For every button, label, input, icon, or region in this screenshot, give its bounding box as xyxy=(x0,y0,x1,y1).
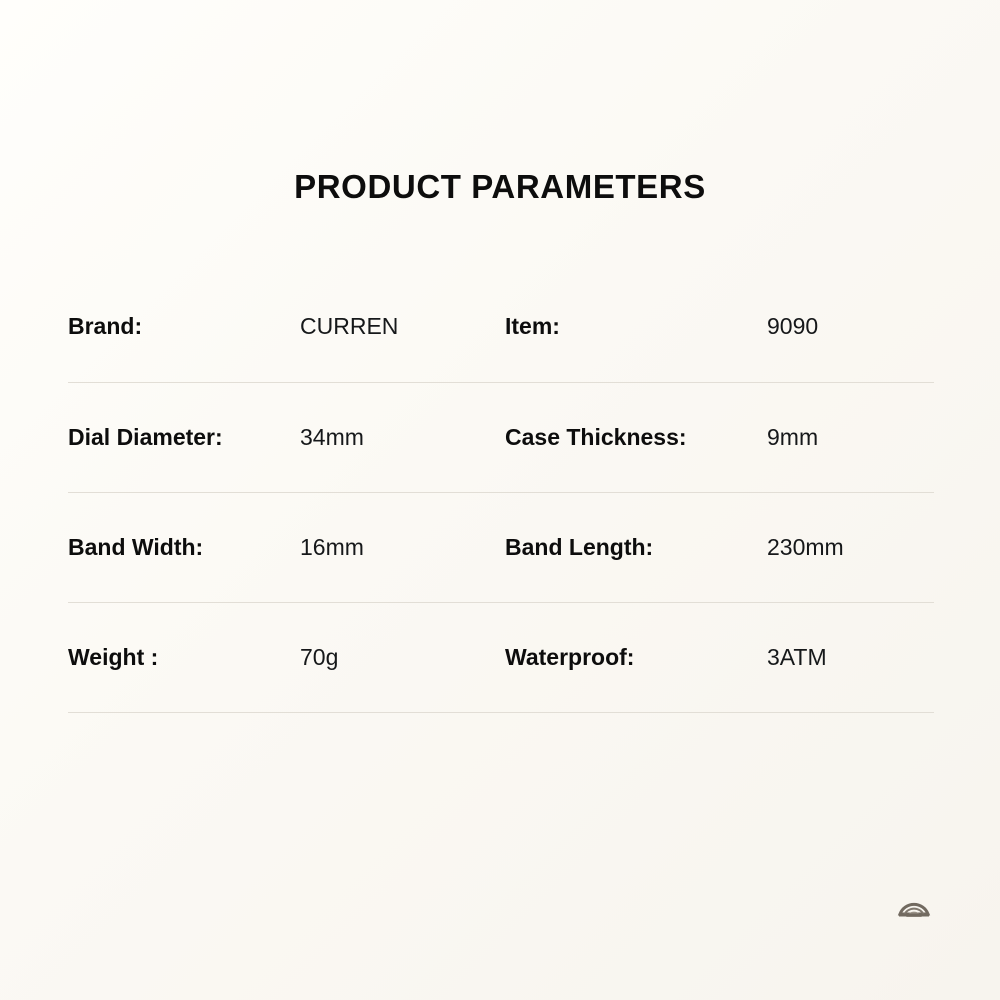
spec-value: 9mm xyxy=(767,382,934,492)
spec-label: Band Width: xyxy=(68,492,300,602)
spec-label: Band Length: xyxy=(505,492,767,602)
product-parameters-table xyxy=(68,272,934,713)
spec-value: 70g xyxy=(300,602,505,712)
spec-label: Dial Diameter: xyxy=(68,382,300,492)
table-row xyxy=(68,602,934,712)
table-row xyxy=(68,382,934,492)
spec-value: 3ATM xyxy=(767,602,934,712)
page-title: PRODUCT PARAMETERS xyxy=(294,168,706,205)
spec-value: 16mm xyxy=(300,492,505,602)
table-row xyxy=(68,272,934,382)
spec-label: Case Thickness: xyxy=(505,382,767,492)
spec-value: 9090 xyxy=(767,272,934,382)
spec-value: 34mm xyxy=(300,382,505,492)
spec-label: Weight : xyxy=(68,602,300,712)
table-row xyxy=(68,492,934,602)
spec-label: Brand: xyxy=(68,272,300,382)
spec-value: 230mm xyxy=(767,492,934,602)
spec-label: Item: xyxy=(505,272,767,382)
watch-dial-icon xyxy=(890,884,938,932)
spec-label: Waterproof: xyxy=(505,602,767,712)
spec-value: CURREN xyxy=(300,272,505,382)
